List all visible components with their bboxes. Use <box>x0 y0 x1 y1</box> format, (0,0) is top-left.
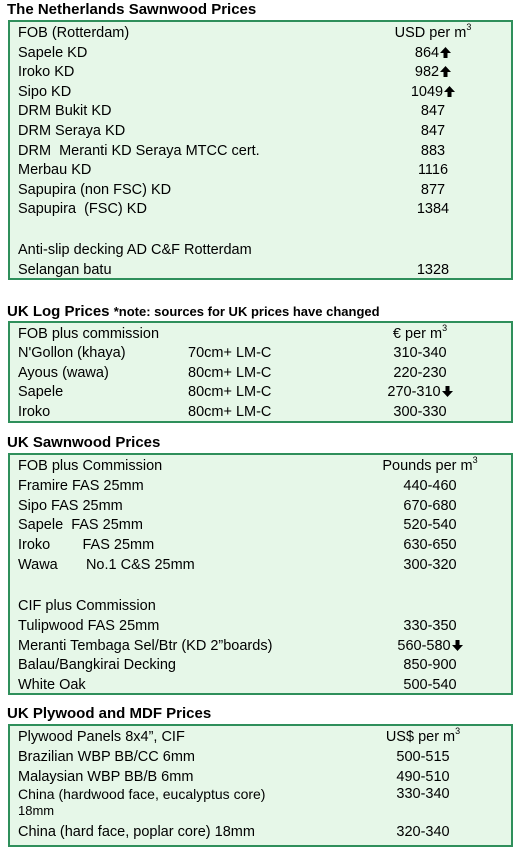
uk-log-note: *note: sources for UK prices have changed <box>113 304 380 319</box>
row-name: Sapele FAS 25mm <box>18 517 143 534</box>
unit-superscript: 3 <box>455 726 461 736</box>
row-value: 310-340 <box>393 345 447 361</box>
header-unit <box>355 456 505 476</box>
row-value-cell <box>355 555 505 575</box>
table-row <box>10 121 511 141</box>
table-row <box>10 260 511 280</box>
row-value-cell <box>358 160 508 180</box>
row-value: 877 <box>420 181 446 198</box>
row-name: Sapele <box>18 384 64 400</box>
row-name: Sipo FAS 25mm <box>18 497 123 514</box>
cif-heading-text: CIF plus Commission <box>18 598 156 614</box>
row-value: 1328 <box>416 262 450 278</box>
row-value-cell <box>345 343 495 363</box>
table-row <box>10 786 511 822</box>
row-name: Merbau KD <box>18 162 92 179</box>
row-value-cell <box>355 496 505 516</box>
unit-text: USD per m <box>394 25 467 41</box>
row-value: 560-580 <box>397 637 451 654</box>
table-row <box>10 496 511 516</box>
table-row <box>10 616 511 636</box>
table-row <box>10 199 511 219</box>
row-value: 1116 <box>417 162 449 179</box>
row-value-cell <box>348 767 498 787</box>
table-row <box>10 363 511 383</box>
table-row <box>10 343 511 363</box>
table-row <box>10 180 511 200</box>
row-name: Selangan batu <box>18 262 112 278</box>
header-label: FOB plus Commission <box>18 458 163 474</box>
row-value: 883 <box>420 142 446 159</box>
row-value: 440-460 <box>403 478 457 494</box>
row-value: 300-330 <box>393 403 447 420</box>
row-value-cell <box>355 535 505 555</box>
row-value-cell <box>345 363 495 383</box>
row-name: China (hard face, poplar core) 18mm <box>18 824 255 840</box>
table-row <box>10 767 511 787</box>
unit-text: Pounds per m <box>382 458 473 474</box>
row-name: DRM Meranti KD Seraya MTCC cert. <box>18 142 260 159</box>
unit-text: US$ per m <box>385 729 456 745</box>
header-unit <box>358 23 508 43</box>
row-value: 864 <box>414 44 440 61</box>
row-value-cell <box>348 747 498 767</box>
decking-heading <box>10 240 511 260</box>
arrow-up-icon <box>440 47 451 58</box>
uk-sawnwood-table <box>8 453 513 695</box>
row-value-cell <box>358 141 508 161</box>
uk-plywood-table <box>8 724 513 847</box>
row-name: Framire FAS 25mm <box>18 478 144 494</box>
table-row <box>10 382 511 402</box>
row-spec: 80cm+ LM-C <box>188 403 272 420</box>
row-value-cell <box>355 515 505 535</box>
uk-plywood-title: UK Plywood and MDF Prices <box>7 705 212 722</box>
row-value-cell <box>358 101 508 121</box>
row-name: Iroko <box>18 403 51 420</box>
header-label: Plywood Panels 8x4”, CIF <box>18 729 185 745</box>
row-value: 850-900 <box>403 657 457 674</box>
row-value-cell <box>358 62 508 82</box>
row-name: Ayous (wawa) <box>18 364 109 381</box>
row-value-cell <box>358 121 508 141</box>
row-value-cell <box>355 616 505 636</box>
row-value: 630-650 <box>403 537 457 554</box>
row-value-cell <box>348 786 498 802</box>
row-value: 500-540 <box>403 677 457 694</box>
unit-superscript: 3 <box>472 455 478 465</box>
row-name: Iroko KD <box>18 64 75 81</box>
table-header <box>10 456 511 476</box>
arrow-down-icon <box>442 386 453 397</box>
table-header <box>10 727 511 747</box>
cif-heading <box>10 596 511 616</box>
header-label: FOB plus commission <box>18 326 160 342</box>
row-value: 670-680 <box>403 497 457 514</box>
row-spec: 70cm+ LM-C <box>188 345 272 361</box>
uk-log-title-text: UK Log Prices <box>7 303 110 320</box>
row-value-cell <box>358 82 508 102</box>
row-name: Wawa No.1 C&S 25mm <box>18 556 195 573</box>
arrow-up-icon <box>440 66 451 77</box>
table-row <box>10 101 511 121</box>
table-row <box>10 535 511 555</box>
row-name: Brazilian WBP BB/CC 6mm <box>18 749 195 765</box>
table-row <box>10 160 511 180</box>
row-value: 847 <box>420 122 446 139</box>
table-header <box>10 23 511 43</box>
row-name: Meranti Tembaga Sel/Btr (KD 2”boards) <box>18 637 273 654</box>
table-row <box>10 675 511 695</box>
table-row <box>10 822 511 842</box>
header-label: FOB (Rotterdam) <box>18 25 130 41</box>
row-value-cell <box>358 199 508 219</box>
row-value-cell <box>355 655 505 675</box>
uk-sawnwood-title: UK Sawnwood Prices <box>7 434 161 451</box>
row-value-cell <box>355 675 505 695</box>
row-name: Sapele KD <box>18 44 88 61</box>
row-value-cell <box>348 822 498 842</box>
row-name: Iroko FAS 25mm <box>18 537 155 554</box>
uk-log-title <box>7 303 380 321</box>
row-value: 520-540 <box>403 517 457 534</box>
netherlands-title: The Netherlands Sawnwood Prices <box>7 1 257 18</box>
table-row <box>10 655 511 675</box>
row-name-continued: 18mm <box>18 803 55 818</box>
row-spec: 80cm+ LM-C <box>188 384 272 400</box>
row-value: 270-310 <box>387 384 441 400</box>
row-name: White Oak <box>18 677 86 694</box>
row-name: Sapupira (FSC) KD <box>18 201 147 218</box>
row-value: 220-230 <box>393 364 447 381</box>
row-value: 320-340 <box>396 824 450 840</box>
row-name: N'Gollon (khaya) <box>18 345 126 361</box>
table-row <box>10 141 511 161</box>
row-name: Malaysian WBP BB/B 6mm <box>18 768 194 785</box>
table-header <box>10 324 511 344</box>
unit-superscript: 3 <box>442 323 448 333</box>
header-unit <box>348 727 498 747</box>
table-row <box>10 636 511 656</box>
table-row <box>10 747 511 767</box>
header-unit <box>345 324 495 344</box>
row-value-cell <box>345 402 495 422</box>
netherlands-table <box>8 20 513 280</box>
arrow-up-icon <box>444 86 455 97</box>
row-value: 1384 <box>416 201 450 218</box>
row-value-cell <box>345 382 495 402</box>
row-value-cell <box>358 180 508 200</box>
table-row <box>10 402 511 422</box>
row-name: China (hardwood face, eucalyptus core) <box>18 786 266 802</box>
row-name: Balau/Bangkirai Decking <box>18 657 176 674</box>
row-name: DRM Seraya KD <box>18 122 126 139</box>
table-row <box>10 515 511 535</box>
row-value-cell <box>355 636 505 656</box>
table-row <box>10 62 511 82</box>
table-row <box>10 82 511 102</box>
row-name: Sapupira (non FSC) KD <box>18 181 172 198</box>
row-value: 500-515 <box>396 749 450 765</box>
row-value: 330-350 <box>403 618 457 634</box>
row-value: 982 <box>414 64 440 81</box>
table-row <box>10 555 511 575</box>
row-value: 490-510 <box>396 768 450 785</box>
row-value-cell <box>358 43 508 63</box>
unit-superscript: 3 <box>466 22 472 32</box>
row-name: Sipo KD <box>18 83 72 100</box>
row-value: 1049 <box>410 83 444 100</box>
row-value: 330-340 <box>396 786 450 802</box>
decking-heading-text: Anti-slip decking AD C&F Rotterdam <box>18 242 252 258</box>
uk-log-table <box>8 321 513 423</box>
row-spec: 80cm+ LM-C <box>188 364 272 381</box>
row-name: Tulipwood FAS 25mm <box>18 618 160 634</box>
row-name: DRM Bukit KD <box>18 103 112 120</box>
table-row <box>10 43 511 63</box>
row-value: 847 <box>420 103 446 120</box>
arrow-down-icon <box>452 640 463 651</box>
unit-text: € per m <box>392 326 443 342</box>
row-value-cell <box>355 476 505 496</box>
row-value: 300-320 <box>403 556 457 573</box>
table-row <box>10 476 511 496</box>
